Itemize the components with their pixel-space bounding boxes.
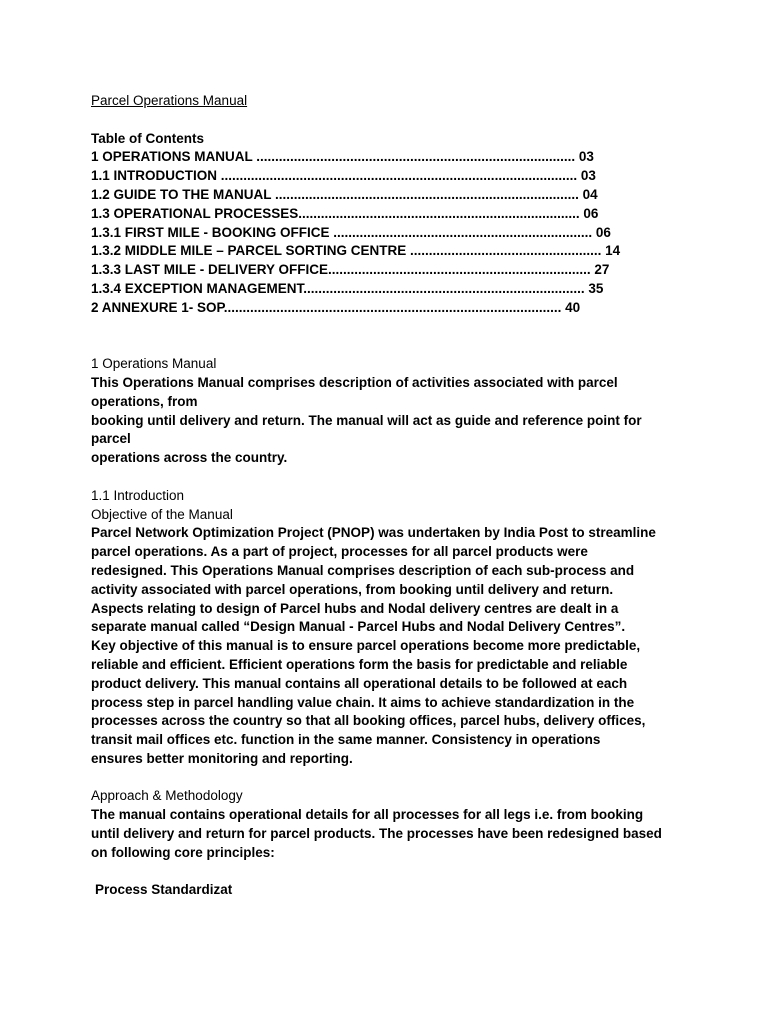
paragraph-line: process step in parcel handling value chain. It aims to achieve standardization in the xyxy=(91,694,635,710)
section-heading: Approach & Methodology xyxy=(91,788,243,804)
paragraph-line: activity associated with parcel operations, from booking until delivery and return. xyxy=(91,581,614,597)
paragraph-line: operations, from xyxy=(91,393,198,409)
paragraph-line: reliable and efficient. Efficient operations form the basis for predictable and reliable xyxy=(91,656,628,672)
toc-entry[interactable]: 1.3 OPERATIONAL PROCESSES........................................................................... 06 xyxy=(91,205,599,221)
section-heading: 1.1 Introduction xyxy=(91,487,185,503)
spacer xyxy=(91,111,691,130)
paragraph-line: The manual contains operational details for all processes for all legs i.e. from booking xyxy=(91,807,644,823)
paragraph-line: booking until delivery and return. The manual will act as guide and reference point for xyxy=(91,412,642,428)
paragraph-line: This Operations Manual comprises description of activities associated with parcel xyxy=(91,374,618,390)
paragraph-line: until delivery and return for parcel products. The processes have been redesigned based xyxy=(91,826,662,842)
paragraph-line: Key objective of this manual is to ensure parcel operations become more predictable, xyxy=(91,638,641,654)
approach-body xyxy=(91,806,691,862)
paragraph-line: redesigned. This Operations Manual comprises description of each sub-process and xyxy=(91,562,635,578)
toc-entry[interactable]: 1.3.1 FIRST MILE - BOOKING OFFICE ..................................................................... 06 xyxy=(91,224,611,240)
spacer xyxy=(91,769,691,788)
toc-entry[interactable]: 2 ANNEXURE 1- SOP.......................................................................................... 40 xyxy=(91,299,581,315)
paragraph-line: separate manual called “Design Manual - Parcel Hubs and Nodal Delivery Centres”. xyxy=(91,619,626,635)
paragraph-line: operations across the country. xyxy=(91,450,288,466)
paragraph-line: parcel operations. As a part of project, processes for all parcel products were xyxy=(91,544,588,560)
paragraph-line: product delivery. This manual contains all operational details to be followed at each xyxy=(91,675,628,691)
toc-entry[interactable]: 1.1 INTRODUCTION ............................................................................................... 03 xyxy=(91,168,596,184)
table-of-contents xyxy=(91,148,691,317)
spacer xyxy=(91,468,691,487)
subsection-heading: Objective of the Manual xyxy=(91,506,233,522)
document-title: Parcel Operations Manual xyxy=(91,93,248,108)
toc-entry[interactable]: 1 OPERATIONS MANUAL ..................................................................................... 03 xyxy=(91,149,594,165)
toc-entry[interactable]: 1.3.4 EXCEPTION MANAGEMENT........................................................................... 35 xyxy=(91,280,604,296)
paragraph-line: Aspects relating to design of Parcel hubs and Nodal delivery centres are dealt in a xyxy=(91,600,619,616)
paragraph-line: ensures better monitoring and reporting. xyxy=(91,750,353,766)
section-heading: 1 Operations Manual xyxy=(91,356,217,372)
paragraph-line: Parcel Network Optimization Project (PNOP) was undertaken by India Post to streamline xyxy=(91,525,656,541)
paragraph-line: processes across the country so that all booking offices, parcel hubs, delivery offices, xyxy=(91,713,646,729)
spacer xyxy=(91,318,691,356)
toc-entry[interactable]: 1.3.3 LAST MILE - DELIVERY OFFICE...................................................................... 27 xyxy=(91,262,610,278)
toc-entry[interactable]: 1.3.2 MIDDLE MILE – PARCEL SORTING CENTRE ................................................... 14 xyxy=(91,243,621,259)
document-body xyxy=(91,92,691,900)
paragraph-line: on following core principles: xyxy=(91,844,275,860)
spacer xyxy=(91,863,691,882)
list-item: Process Standardizat xyxy=(95,882,233,898)
section-1-body xyxy=(91,374,691,468)
toc-entry[interactable]: 1.2 GUIDE TO THE MANUAL ................................................................................. 04 xyxy=(91,186,598,202)
section-1-1-body xyxy=(91,524,691,768)
paragraph-line: transit mail offices etc. function in the same manner. Consistency in operations xyxy=(91,732,601,748)
paragraph-line: parcel xyxy=(91,431,131,447)
toc-heading: Table of Contents xyxy=(91,130,204,146)
